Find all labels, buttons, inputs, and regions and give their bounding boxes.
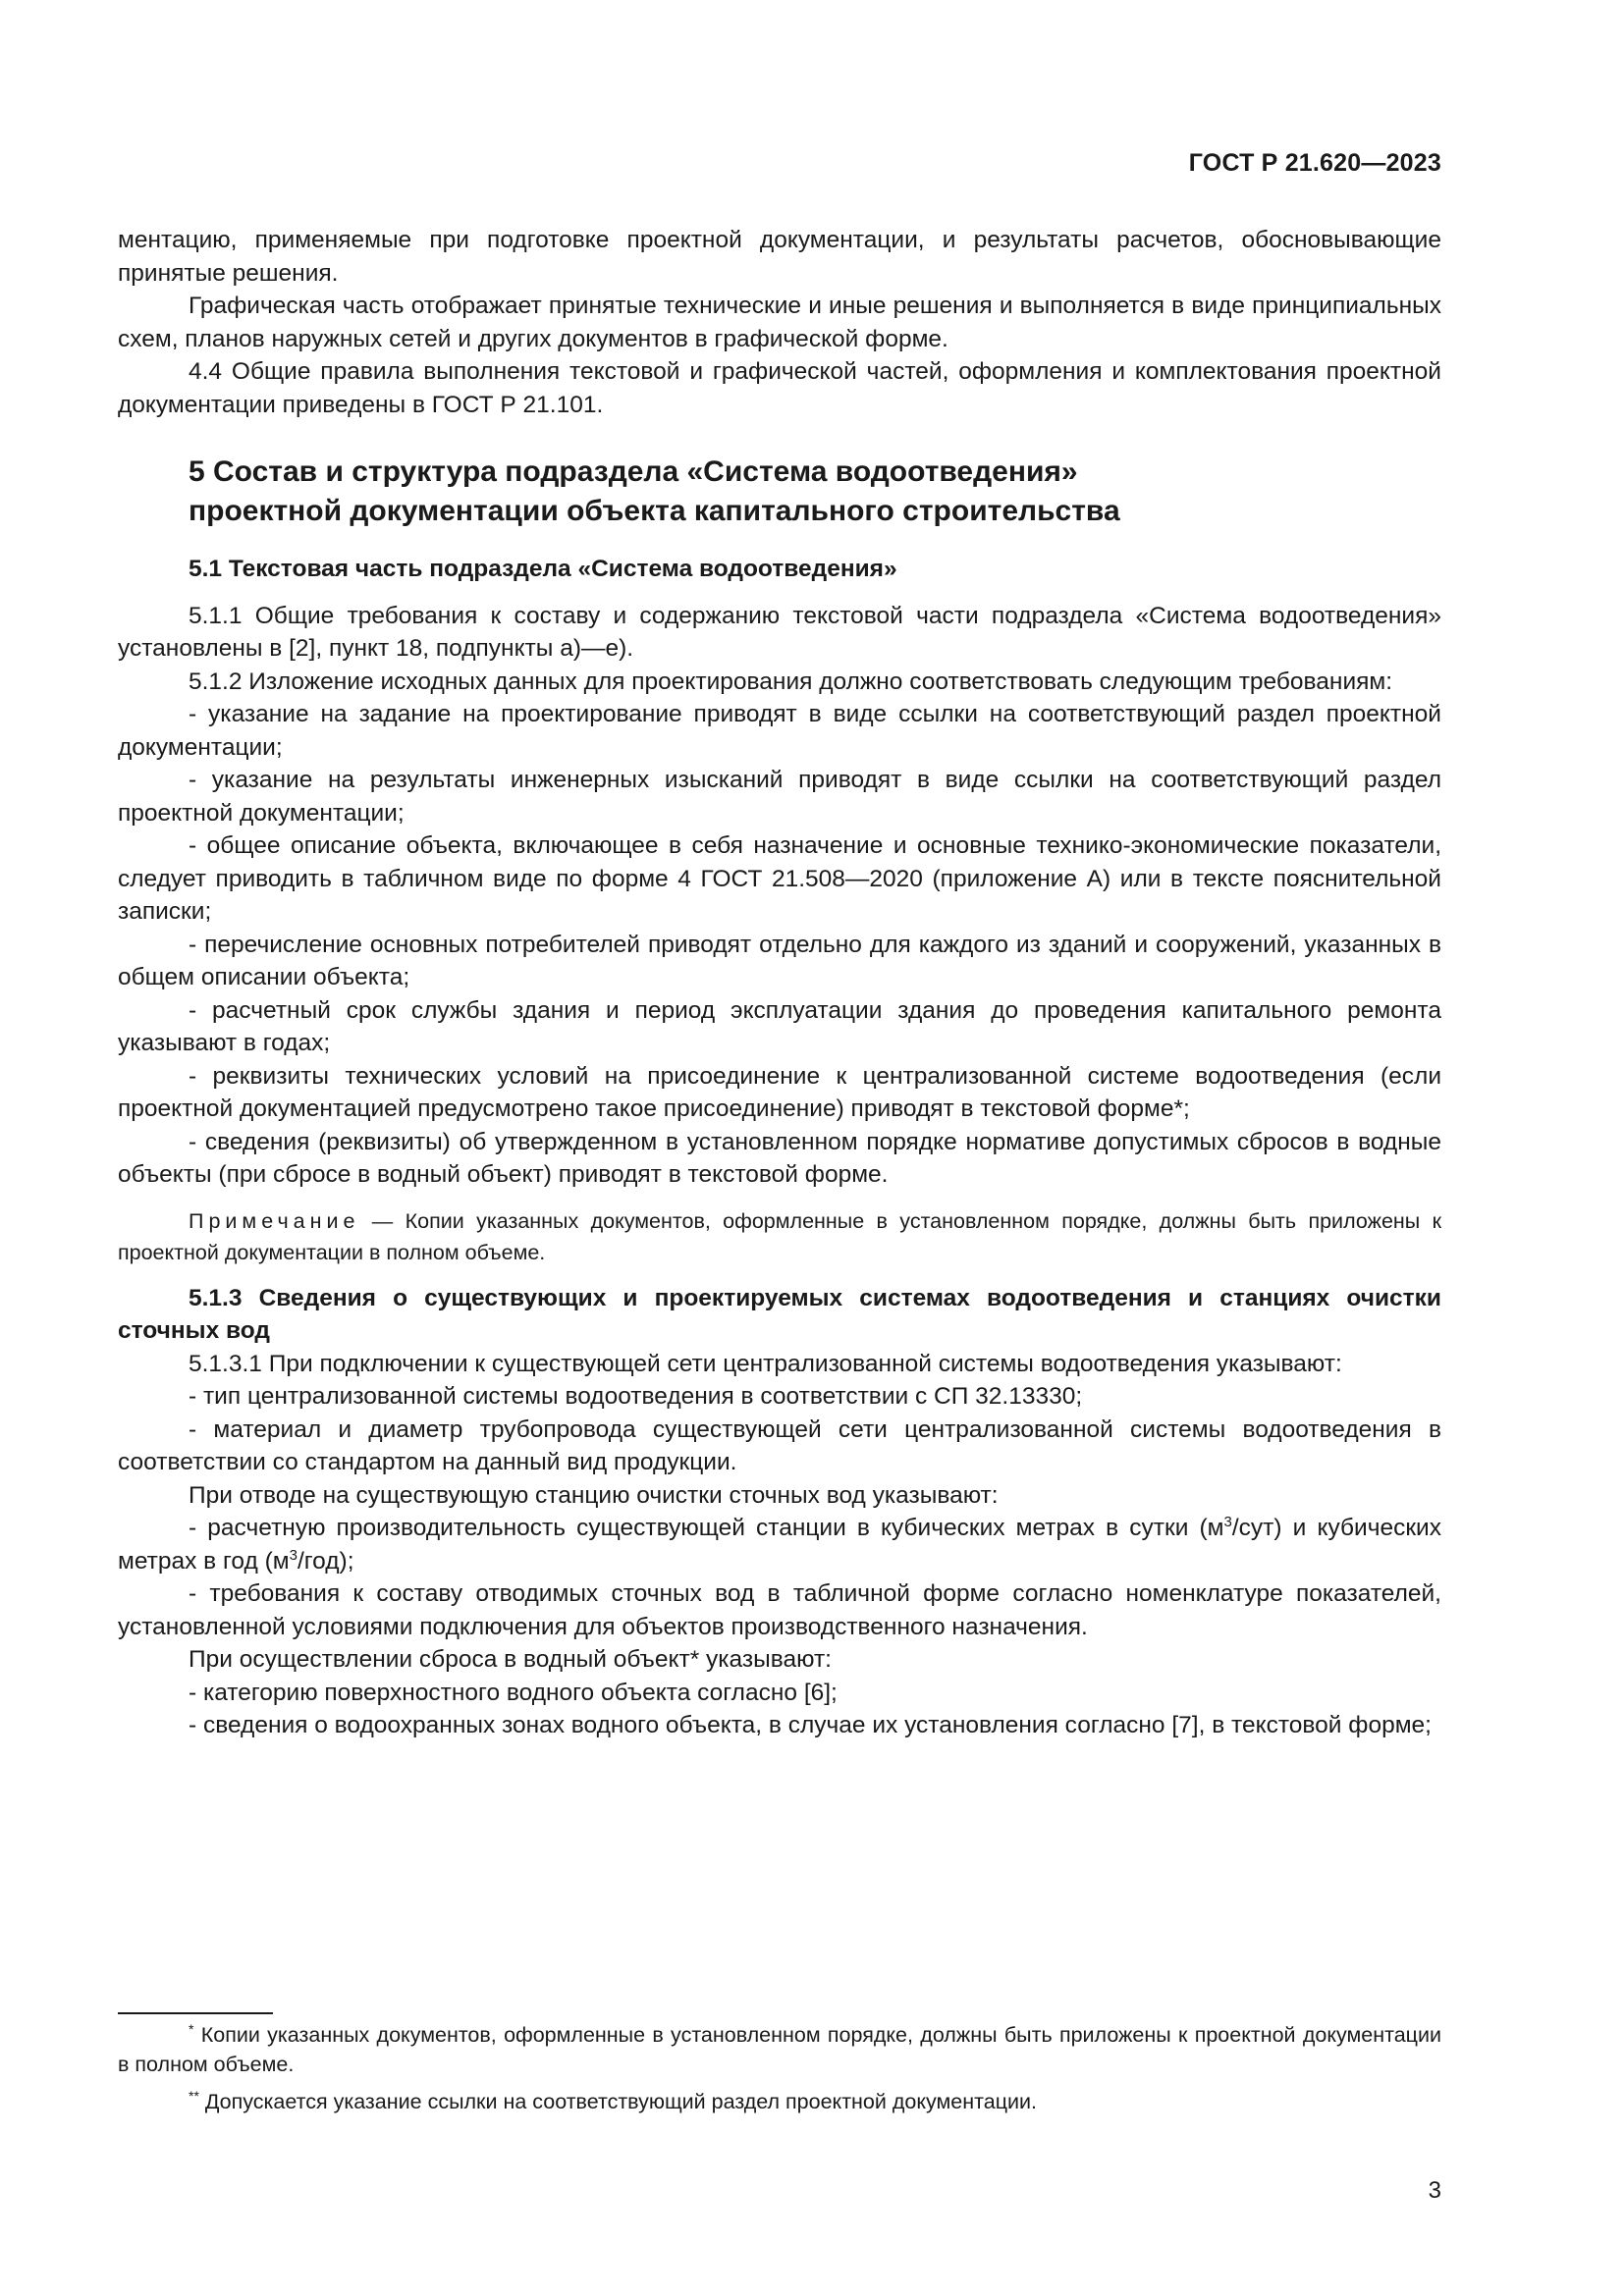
section-title-line-2: проектной документации объекта капитального строительства bbox=[189, 495, 1120, 527]
note-label: Примечание bbox=[189, 1208, 360, 1233]
section-title-line-1: 5 Состав и структура подраздела «Система водоотведения» bbox=[189, 455, 1078, 488]
footnote bbox=[118, 2020, 1441, 2079]
superscript: 3 bbox=[1223, 1513, 1232, 1530]
paragraph-5-1-3-1: 5.1.3.1 При подключении к существующей сети централизованной системы водоотведения указывают: bbox=[189, 1350, 1342, 1377]
footnote-mark: * bbox=[189, 2020, 194, 2037]
footnote-divider bbox=[118, 2012, 273, 2014]
list-item: - сведения о водоохранных зонах водного объекта, в случае их установления согласно [7], в текстовой форме; bbox=[189, 1712, 1432, 1738]
list-item: - сведения (реквизиты) об утвержденном в установленном порядке нормативе допустимых сбросов в водные объекты (при сбросе в водный объект) приводят в текстовой форме. bbox=[118, 1128, 1441, 1188]
list-text: /год); bbox=[297, 1547, 354, 1575]
note bbox=[118, 1205, 1441, 1268]
footnote-text: Допускается указание ссылки на соответствующий раздел проектной документации. bbox=[198, 2090, 1037, 2113]
paragraph-5-1-1: 5.1.1 Общие требования к составу и содержанию текстовой части подраздела «Система водоотведения» установлены в [2], пункт 18, подпункты а)—е). bbox=[118, 602, 1441, 662]
paragraph: При отводе на существующую станцию очистки сточных вод указывают: bbox=[189, 1481, 999, 1509]
list-text: /сут) и кубических метрах в год (м bbox=[118, 1515, 1441, 1575]
list-item: - материал и диаметр трубопровода существующей сети централизованной системы водоотведения в соответствии со стандартом на данный вид продукции. bbox=[118, 1415, 1441, 1475]
footnote bbox=[118, 2087, 1441, 2116]
section-title bbox=[189, 453, 1441, 531]
paragraph: При осуществлении сброса в водный объект* указывают: bbox=[189, 1646, 832, 1673]
page-number: 3 bbox=[1428, 2177, 1441, 2204]
paragraph: ментацию, применяемые при подготовке проектной документации, и результаты расчетов, обосновывающие принятые решения. bbox=[118, 227, 1441, 287]
list-item: - перечисление основных потребителей приводят отдельно для каждого из зданий и сооружений, указанных в общем описании объекта; bbox=[118, 931, 1441, 990]
standard-number: ГОСТ Р 21.620—2023 bbox=[1188, 149, 1441, 177]
paragraph-5-1-3: 5.1.3 Сведения о существующих и проектируемых системах водоотведения и станциях очистки сточных вод bbox=[118, 1284, 1441, 1344]
paragraph-5-1-2: 5.1.2 Изложение исходных данных для проектирования должно соответствовать следующим требованиям: bbox=[189, 667, 1393, 695]
footnotes bbox=[118, 2012, 1441, 2124]
footnote-mark: ** bbox=[189, 2087, 199, 2104]
footnote-text: Копии указанных документов, оформленные в установленном порядке, должны быть приложены к проектной документации в полном объеме. bbox=[118, 2023, 1441, 2076]
list-item: - указание на результаты инженерных изысканий приводят в виде ссылки на соответствующий раздел проектной документации; bbox=[118, 767, 1441, 827]
list-text: - расчетную производительность существующей станции в кубических метрах в сутки (м bbox=[189, 1515, 1224, 1541]
note-text: — Копии указанных документов, оформленные в установленном порядке, должны быть приложены к проектной документации в полном объеме. bbox=[118, 1208, 1441, 1264]
superscript: 3 bbox=[289, 1546, 298, 1564]
paragraph: 4.4 Общие правила выполнения текстовой и графической частей, оформления и комплектования проектной документации приведены в ГОСТ Р 21.101. bbox=[118, 358, 1441, 418]
page-body bbox=[118, 224, 1441, 1742]
list-item: - категорию поверхностного водного объекта согласно [6]; bbox=[189, 1679, 838, 1706]
list-item: - реквизиты технических условий на присоединение к централизованной системе водоотведения (если проектной документацией предусмотрено такое присоединение) приводят в текстовой форме*; bbox=[118, 1062, 1441, 1122]
list-item: - требования к составу отводимых сточных вод в табличной форме согласно номенклатуре показателей, установленной условиями подключения для объектов производственного назначения. bbox=[118, 1580, 1441, 1640]
subsection-title: 5.1 Текстовая часть подраздела «Система водоотведения» bbox=[189, 556, 897, 582]
list-item: - расчетный срок службы здания и период эксплуатации здания до проведения капитального ремонта указывают в годах; bbox=[118, 996, 1441, 1056]
list-item bbox=[118, 1512, 1441, 1577]
list-item: - общее описание объекта, включающее в себя назначение и основные технико-экономические показатели, следует приводить в табличном виде по форме 4 ГОСТ 21.508—2020 (приложение А) или в тексте пояснительной записки; bbox=[118, 832, 1441, 925]
list-item: - указание на задание на проектирование приводят в виде ссылки на соответствующий раздел проектной документации; bbox=[118, 701, 1441, 761]
paragraph: Графическая часть отображает принятые технические и иные решения и выполняется в виде принципиальных схем, планов наружных сетей и других документов в графической форме. bbox=[118, 293, 1441, 352]
list-item: - тип централизованной системы водоотведения в соответствии с СП 32.13330; bbox=[189, 1383, 1083, 1410]
